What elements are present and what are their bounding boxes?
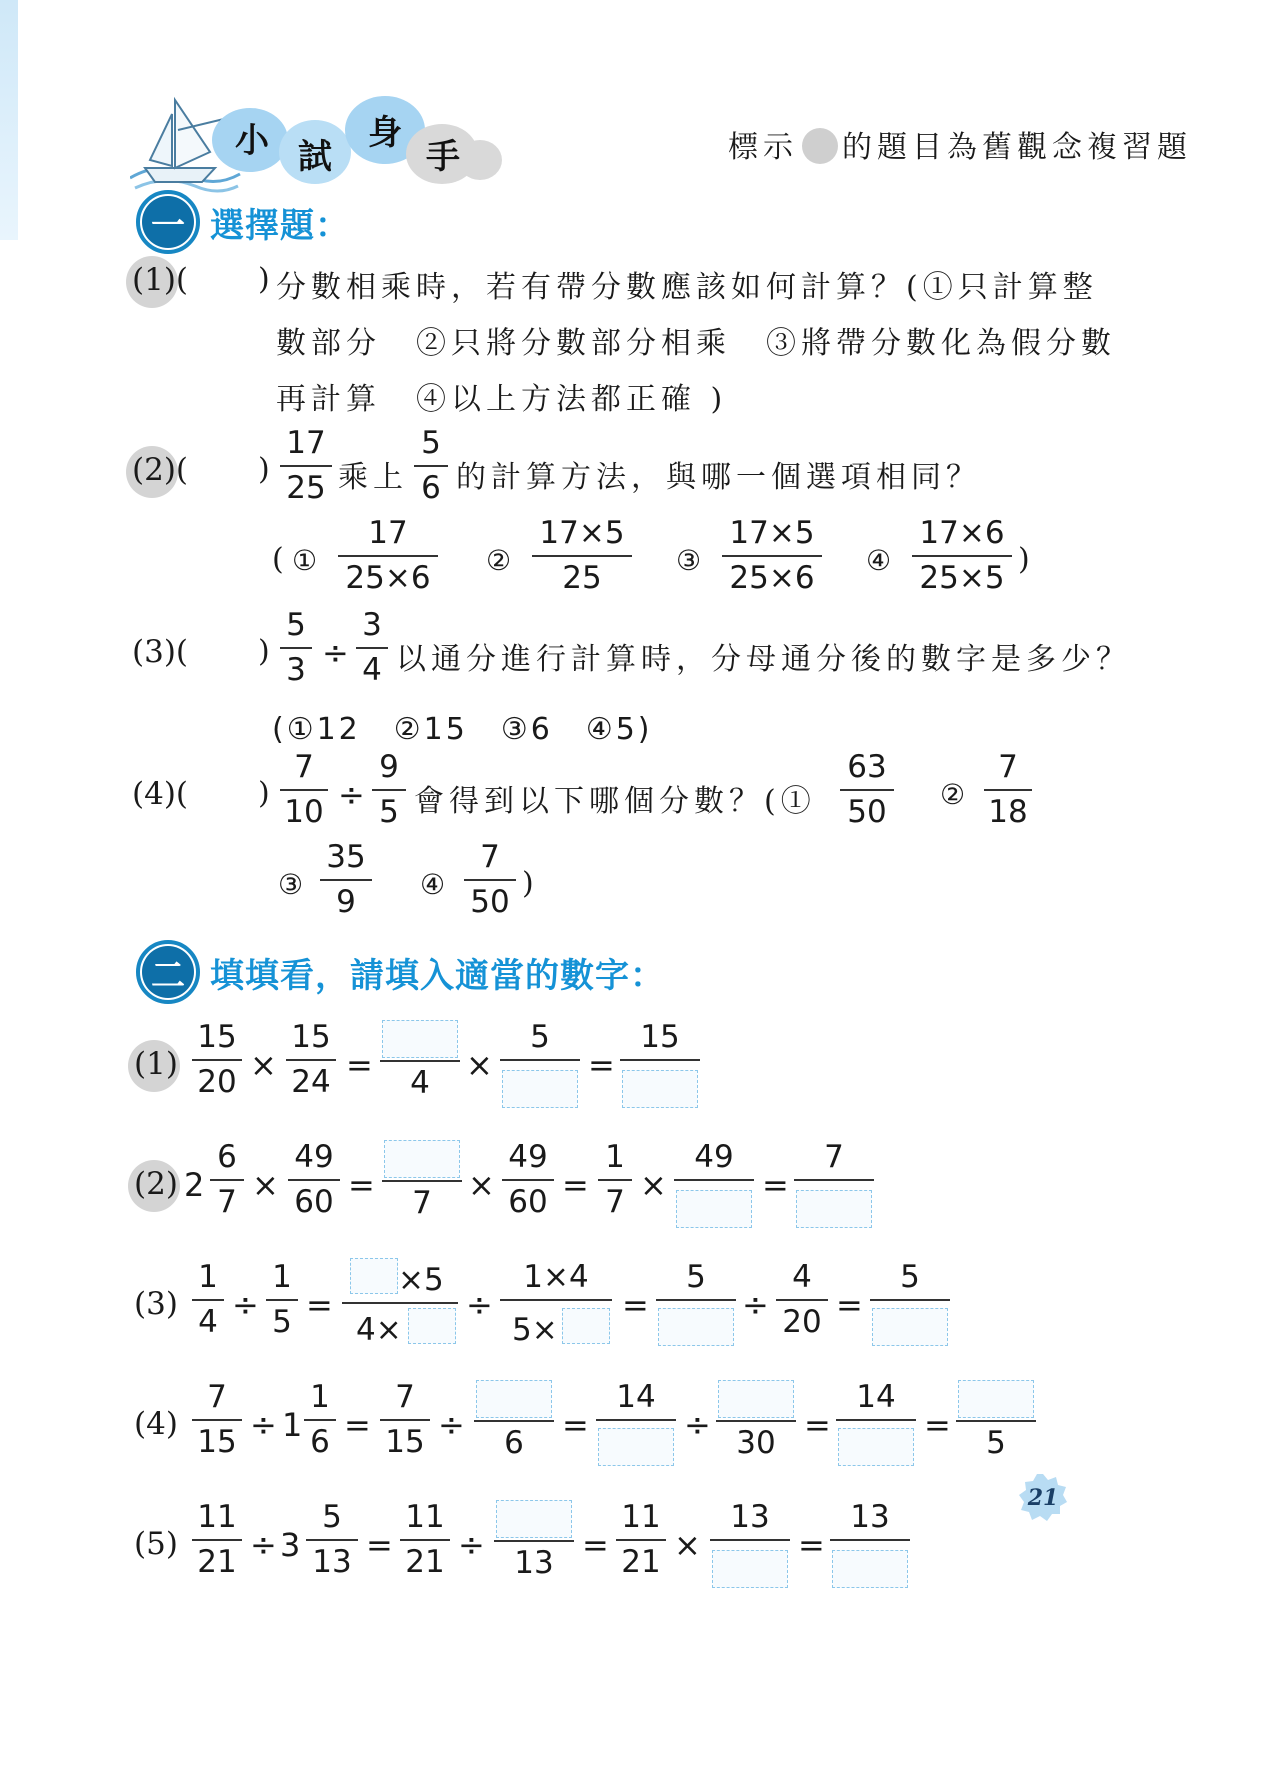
r1-fraction-b: 15 24 bbox=[286, 1022, 336, 1098]
q2-options-open: ( bbox=[272, 542, 289, 577]
r5-fraction-e: 11 21 bbox=[616, 1502, 666, 1578]
r2-times-2: × bbox=[468, 1166, 495, 1204]
q4-option-2-mark: ② bbox=[940, 778, 971, 811]
review-legend bbox=[728, 122, 1192, 170]
r3-divide-3: ÷ bbox=[742, 1286, 769, 1324]
q4-divide-sign: ÷ bbox=[338, 776, 365, 814]
q3-text-tail: 以通分進行計算時，分母通分後的數字是多少？ bbox=[396, 642, 1131, 677]
r3-fraction-e-numerator: 5 bbox=[656, 1262, 736, 1301]
q4-text-tail: 會得到以下哪個分數？(① bbox=[414, 784, 816, 819]
r2-times-3: × bbox=[640, 1166, 667, 1204]
section-2-title: 填填看，請填入適當的數字： bbox=[210, 956, 665, 996]
q2-fraction-2: 5 6 bbox=[414, 428, 448, 504]
r4-divide-3: ÷ bbox=[684, 1406, 711, 1444]
r5-answer-box-1[interactable] bbox=[496, 1500, 572, 1538]
r1-times-2: × bbox=[466, 1046, 493, 1084]
r4-fraction-g-numerator: 14 bbox=[836, 1382, 916, 1421]
r1-fraction-d-numerator: 5 bbox=[500, 1022, 580, 1061]
r2-whole-number: 2 bbox=[184, 1166, 205, 1204]
title-char-3: 身 bbox=[368, 113, 402, 153]
title-char-4: 手 bbox=[426, 137, 460, 177]
r4-fraction-b: 1 6 bbox=[304, 1382, 336, 1458]
r5-fraction-f-numerator: 13 bbox=[710, 1502, 790, 1541]
r5-fraction-c: 11 21 bbox=[400, 1502, 450, 1578]
r2-number: (2) bbox=[134, 1166, 178, 1202]
r5-fraction-d-denominator: 13 bbox=[494, 1540, 574, 1579]
q3-divide-sign: ÷ bbox=[322, 634, 349, 672]
q1-close-paren: ) bbox=[258, 262, 275, 297]
r2-fraction-d: 49 60 bbox=[502, 1142, 554, 1218]
q2-text-tail: 的計算方法，與哪一個選項相同？ bbox=[456, 460, 981, 495]
r1-times-1: × bbox=[250, 1046, 277, 1084]
r4-answer-box-3[interactable] bbox=[718, 1380, 794, 1418]
r5-number: (5) bbox=[134, 1526, 178, 1562]
q4-close-paren: ) bbox=[258, 776, 275, 811]
r5-equals-2: = bbox=[582, 1526, 609, 1564]
r5-fraction-b: 5 13 bbox=[306, 1502, 358, 1578]
q3-close-paren: ) bbox=[258, 634, 275, 669]
q1-line1: 分數相乘時，若有帶分數應該如何計算？(①只計算整 bbox=[276, 270, 1098, 305]
q3-options: (①12 ②15 ③6 ④5) bbox=[272, 712, 653, 747]
r2-equals-3: = bbox=[762, 1166, 789, 1204]
r5-divide-1: ÷ bbox=[250, 1526, 277, 1564]
q4-fraction-2: 9 5 bbox=[372, 752, 406, 828]
q2-option-3-fraction: 17×5 25×6 bbox=[722, 518, 822, 594]
q2-options-close: ) bbox=[1018, 542, 1035, 577]
r2-fraction-b: 49 60 bbox=[288, 1142, 340, 1218]
page-number-badge bbox=[1018, 1472, 1068, 1522]
r3-divide-1: ÷ bbox=[232, 1286, 259, 1324]
title-char-2: 試 bbox=[298, 137, 332, 177]
r2-fraction-a: 6 7 bbox=[210, 1142, 244, 1218]
r4-fraction-a: 7 15 bbox=[192, 1382, 242, 1458]
q1-line3: 再計算 ④以上方法都正確 ) bbox=[276, 382, 728, 417]
r4-number: (4) bbox=[134, 1406, 178, 1442]
section-2-badge: 二 bbox=[136, 940, 200, 1004]
r4-answer-box-5[interactable] bbox=[958, 1380, 1034, 1418]
r5-equals-3: = bbox=[798, 1526, 825, 1564]
r4-fraction-c: 7 15 bbox=[380, 1382, 430, 1458]
r1-equals-1: = bbox=[346, 1046, 373, 1084]
r4-fraction-f-denominator: 30 bbox=[716, 1420, 796, 1459]
q4-option-4-mark: ④ bbox=[420, 868, 451, 901]
r4-fraction-e-numerator: 14 bbox=[596, 1382, 676, 1421]
r3-divide-2: ÷ bbox=[466, 1286, 493, 1324]
q4-options-close: ) bbox=[522, 866, 539, 901]
r1-answer-box-2[interactable] bbox=[502, 1070, 578, 1108]
q2-option-4-mark: ④ bbox=[866, 544, 897, 577]
section-1-badge: 一 bbox=[136, 190, 200, 254]
r3-answer-box-4[interactable] bbox=[658, 1308, 734, 1346]
q2-option-4-fraction: 17×6 25×5 bbox=[912, 518, 1012, 594]
header-banner-art bbox=[130, 90, 550, 200]
r1-answer-box-1[interactable] bbox=[382, 1020, 458, 1058]
q4-fraction-1: 7 10 bbox=[280, 752, 328, 828]
q2-text-mid: 乘上 bbox=[338, 460, 408, 495]
r4-divide-2: ÷ bbox=[438, 1406, 465, 1444]
section-1-title: 選擇題： bbox=[210, 206, 350, 246]
r4-equals-2: = bbox=[562, 1406, 589, 1444]
r5-fraction-a: 11 21 bbox=[192, 1502, 242, 1578]
q3-fraction-2: 3 4 bbox=[356, 610, 388, 686]
q3-fraction-1: 5 3 bbox=[280, 610, 312, 686]
r3-answer-box-1[interactable] bbox=[350, 1258, 398, 1294]
q2-option-2-mark: ② bbox=[486, 544, 517, 577]
r5-equals-1: = bbox=[366, 1526, 393, 1564]
q4-option-2-fraction: 7 18 bbox=[984, 752, 1032, 828]
q2-number: (2)( bbox=[132, 452, 188, 488]
r1-number: (1) bbox=[134, 1046, 178, 1082]
q2-close-paren: ) bbox=[258, 452, 275, 487]
r3-c-numerator-suffix: ×5 bbox=[398, 1262, 444, 1298]
r4-fraction-h-denominator: 5 bbox=[956, 1420, 1036, 1459]
r3-c-denominator-prefix: 4× bbox=[356, 1312, 402, 1348]
r5-divide-2: ÷ bbox=[458, 1526, 485, 1564]
legend-post: 的題目為舊觀念複習題 bbox=[842, 130, 1192, 165]
q4-option-1-fraction: 63 50 bbox=[840, 752, 894, 828]
r1-equals-2: = bbox=[588, 1046, 615, 1084]
r1-answer-box-3[interactable] bbox=[622, 1070, 698, 1108]
r1-fraction-c-denominator: 4 bbox=[380, 1060, 460, 1099]
r2-fraction-g-numerator: 7 bbox=[794, 1142, 874, 1181]
r4-divide-1: ÷ bbox=[250, 1406, 277, 1444]
q3-number: (3)( bbox=[132, 634, 189, 670]
q2-fraction-1: 17 25 bbox=[280, 428, 332, 504]
r3-answer-box-5[interactable] bbox=[872, 1308, 948, 1346]
page-number: 21 bbox=[1027, 1485, 1059, 1511]
r3-fraction-c-bar bbox=[342, 1302, 458, 1304]
gray-dot-icon bbox=[802, 128, 838, 164]
r2-answer-box-1[interactable] bbox=[384, 1140, 460, 1178]
r4-whole-number: 1 bbox=[282, 1406, 303, 1444]
r2-answer-box-2[interactable] bbox=[676, 1190, 752, 1228]
r1-fraction-a: 15 20 bbox=[192, 1022, 242, 1098]
r3-equals-1: = bbox=[306, 1286, 333, 1324]
q4-option-3-fraction: 35 9 bbox=[320, 842, 372, 918]
r5-answer-box-3[interactable] bbox=[832, 1550, 908, 1588]
r2-fraction-e: 1 7 bbox=[598, 1142, 632, 1218]
r3-fraction-b: 1 5 bbox=[266, 1262, 298, 1338]
r3-equals-3: = bbox=[836, 1286, 863, 1324]
q4-number: (4)( bbox=[132, 776, 189, 812]
r3-fraction-g-numerator: 5 bbox=[870, 1262, 950, 1301]
r5-answer-box-2[interactable] bbox=[712, 1550, 788, 1588]
q2-option-1-mark: ① bbox=[292, 544, 323, 577]
q1-number: (1)( bbox=[132, 262, 188, 298]
r2-answer-box-3[interactable] bbox=[796, 1190, 872, 1228]
q4-option-3-mark: ③ bbox=[278, 868, 309, 901]
r3-number: (3) bbox=[134, 1286, 178, 1322]
r4-equals-3: = bbox=[804, 1406, 831, 1444]
r3-equals-2: = bbox=[622, 1286, 649, 1324]
r5-fraction-g-numerator: 13 bbox=[830, 1502, 910, 1541]
r4-answer-box-1[interactable] bbox=[476, 1380, 552, 1418]
page-edge-tint bbox=[0, 0, 18, 240]
r5-times-1: × bbox=[674, 1526, 701, 1564]
r2-equals-1: = bbox=[348, 1166, 375, 1204]
r2-times-1: × bbox=[252, 1166, 279, 1204]
q1-line2: 數部分 ②只將分數部分相乘 ③將帶分數化為假分數 bbox=[276, 326, 1116, 361]
q2-option-2-fraction: 17×5 25 bbox=[532, 518, 632, 594]
r3-fraction-d-numerator: 1×4 bbox=[500, 1262, 612, 1301]
r5-whole-number: 3 bbox=[280, 1526, 301, 1564]
r3-fraction-f: 4 20 bbox=[776, 1262, 828, 1338]
q4-option-4-fraction: 7 50 bbox=[464, 842, 516, 918]
r2-equals-2: = bbox=[562, 1166, 589, 1204]
r2-fraction-f-numerator: 49 bbox=[674, 1142, 754, 1181]
legend-pre: 標示 bbox=[728, 130, 798, 165]
r4-equals-4: = bbox=[924, 1406, 951, 1444]
q2-option-3-mark: ③ bbox=[676, 544, 707, 577]
r3-fraction-a: 1 4 bbox=[192, 1262, 224, 1338]
q2-option-1-fraction: 17 25×6 bbox=[338, 518, 438, 594]
r4-equals-1: = bbox=[344, 1406, 371, 1444]
r2-fraction-c-denominator: 7 bbox=[382, 1180, 462, 1219]
r3-answer-box-3[interactable] bbox=[562, 1308, 610, 1344]
r4-answer-box-2[interactable] bbox=[598, 1428, 674, 1466]
r4-answer-box-4[interactable] bbox=[838, 1428, 914, 1466]
r3-answer-box-2[interactable] bbox=[408, 1308, 456, 1344]
r4-fraction-d-denominator: 6 bbox=[474, 1420, 554, 1459]
r3-d-denominator-prefix: 5× bbox=[512, 1312, 558, 1348]
title-char-1: 小 bbox=[235, 121, 269, 161]
r1-fraction-e-numerator: 15 bbox=[620, 1022, 700, 1061]
